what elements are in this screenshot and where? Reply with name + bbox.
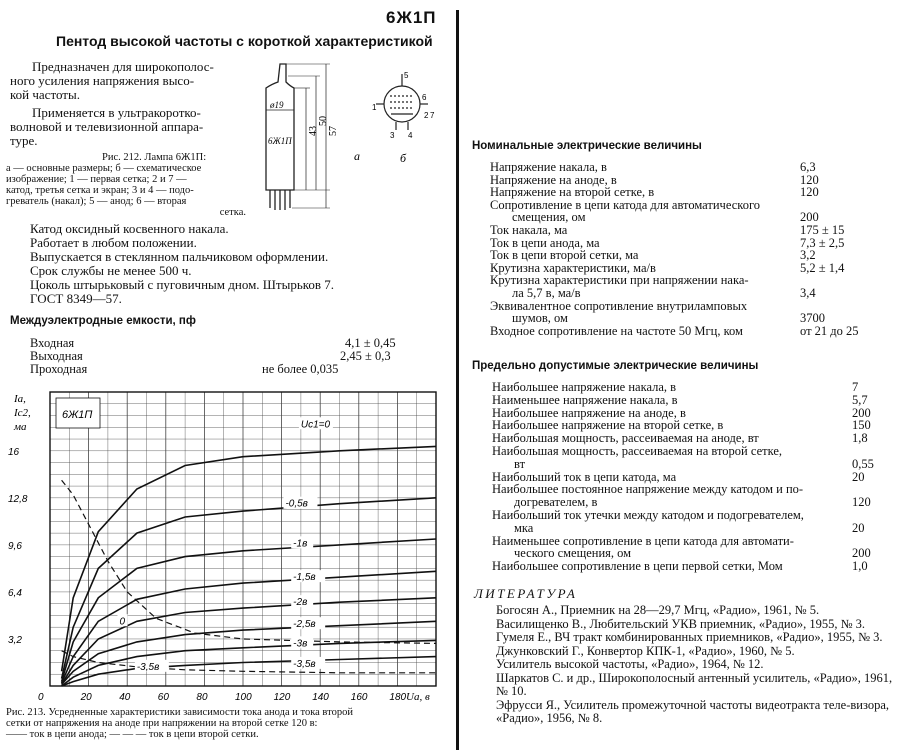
feature-line: Работает в любом положении.: [30, 235, 197, 250]
nominal-label: Напряжение накала, в: [490, 160, 607, 174]
limits-value: 20: [852, 520, 865, 535]
limits-label: догревателем, в: [514, 495, 598, 510]
cap-label: Выходная: [30, 349, 83, 363]
x-tick-label: 120: [273, 692, 291, 703]
nominal-value: 3700: [800, 311, 825, 326]
series-label: 0: [119, 616, 126, 628]
cap-value: не более 0,035: [262, 362, 339, 376]
x-tick-label: 80: [196, 692, 208, 703]
limits-value: 0,55: [852, 456, 874, 471]
limits-value: 150: [852, 418, 871, 433]
dim-57-label: 57: [328, 126, 339, 136]
dim-43-label: 43: [308, 126, 319, 136]
limits-label: мка: [514, 520, 534, 535]
nominal-value: 5,2 ± 1,4: [800, 260, 845, 275]
nominal-value: 175 ± 15: [800, 223, 845, 237]
literature-list: [474, 604, 904, 726]
x-tick-label: 100: [235, 692, 252, 703]
limits-label: Наибольшая мощность, рассеиваемая на второй сетке,: [492, 444, 783, 458]
intro-text: [10, 60, 255, 148]
cap-label: Проходная: [30, 362, 88, 376]
nominal-label: Ток накала, ма: [490, 223, 568, 237]
limits-label: Наибольшее сопротивление в цепи первой сетки, Мом: [492, 559, 783, 574]
limits-label: Наибольшее напряжение на аноде, в: [492, 405, 686, 420]
series-label: -1,5в: [293, 572, 316, 584]
characteristic-chart: [4, 386, 450, 708]
drawing-label-a: а: [354, 149, 360, 163]
intro-line: кой частоты.: [10, 87, 80, 102]
limits-value: 7: [852, 380, 859, 394]
column-divider: [456, 10, 459, 750]
limits-label: Наибольшая мощность, рассеиваемая на аноде, вт: [492, 431, 759, 446]
pin-1: 1: [372, 103, 377, 112]
limits-label: вт: [514, 456, 526, 471]
tube-drawing: [250, 58, 450, 218]
pin-5: 5: [404, 71, 409, 80]
series-label: -3в: [293, 638, 308, 650]
fig213-line: сетки от напряжения на аноде при напряжении на второй сетке 120 в:: [6, 718, 318, 729]
limits-label: Наибольший ток утечки между катодом и подогревателем,: [492, 508, 804, 522]
y-tick-label: 3,2: [8, 634, 22, 646]
intro-line: Применяется в ультракоротко-: [32, 105, 201, 120]
nominal-value: 120: [800, 185, 819, 200]
features-list: [30, 222, 334, 306]
intro-line: туре.: [10, 133, 38, 148]
x-tick-label: 160: [350, 692, 368, 703]
literature-entry: Усилитель высокой частоты, «Радио», 1964, № 12.: [496, 657, 764, 671]
fig212-line: греватель (накал); 5 — анод; 6 — вторая: [6, 196, 187, 207]
fig212-caption: [6, 152, 246, 218]
capacitance-table: [30, 336, 450, 378]
feature-line: ГОСТ 8349—57.: [30, 291, 122, 306]
intro-line: ного усиления напряжения высо-: [10, 73, 195, 88]
nominal-label: Крутизна характеристики, ма/в: [490, 260, 656, 275]
limits-value: 5,7: [852, 392, 868, 407]
limits-value: 1,0: [852, 559, 868, 574]
anode-curve: [62, 446, 436, 671]
y-tick-label: 9,6: [8, 540, 22, 552]
nominal-value: от 21 до 25: [800, 323, 859, 338]
capacitance-heading: Междуэлектродные емкости, пф: [10, 315, 196, 327]
fig213-line: Рис. 213. Усредненные характеристики зависимости тока анода и тока второй: [6, 707, 353, 718]
literature-entry: Шаркатов С. и др., Широкополосный антенный усилитель, «Радио», 1961, № 10.: [496, 670, 893, 698]
intro-line: Предназначен для широкополос-: [32, 59, 214, 74]
series-label: -2в: [293, 597, 308, 609]
feature-line: Выпускается в стеклянном пальчиковом оформлении.: [30, 249, 329, 264]
drawing-label-b: б: [400, 151, 407, 165]
nominal-label: Эквивалентное сопротивление внутриламповых: [490, 298, 748, 313]
series-label: -2,5в: [293, 619, 316, 631]
fig213-line: —— ток в цепи анода; — — — ток в цепи второй сетки.: [6, 729, 259, 740]
series-label: Uc1=0: [300, 419, 331, 431]
pin-7: 7: [430, 111, 435, 120]
cap-value: 4,1 ± 0,45: [345, 336, 396, 350]
literature-entry: Богосян А., Приемник на 28—29,7 Мгц, «Радио», 1961, № 5.: [496, 603, 820, 617]
nominal-value: 120: [800, 172, 819, 187]
x-tick-label: 60: [157, 692, 169, 703]
anode-curve: [62, 498, 436, 679]
limits-label: Наибольшее напряжение на второй сетке, в: [492, 418, 724, 433]
limits-value: 1,8: [852, 431, 868, 446]
nominal-heading: Номинальные электрические величины: [472, 140, 702, 152]
series-label: -3,5в: [136, 661, 160, 673]
tube-id: 6Ж1П: [386, 8, 437, 27]
fig212-line: а — основные размеры; б — схематическое: [6, 163, 202, 174]
cap-value: 2,45 ± 0,3: [340, 349, 391, 363]
series-label: -1в: [293, 538, 308, 550]
nominal-label: Ток в цепи второй сетки, ма: [490, 248, 639, 263]
feature-line: Срок службы не менее 500 ч.: [30, 263, 192, 278]
feature-line: Катод оксидный косвенного накала.: [30, 221, 229, 236]
literature-heading: ЛИТЕРАТУРА: [474, 586, 578, 601]
intro-line: волновой и телевизионной аппара-: [10, 119, 204, 134]
nominal-label: ла 5,7 в, ма/в: [512, 286, 581, 300]
limits-label: Наибольшее постоянное напряжение между катодом и по-: [492, 482, 804, 497]
limits-value: 20: [852, 469, 865, 484]
nominal-label: Напряжение на второй сетке, в: [490, 185, 655, 200]
feature-line: Цоколь штырьковый с пуговичным дном. Штырьков 7.: [30, 277, 335, 292]
limits-row: [492, 559, 902, 573]
fig213-caption: [6, 707, 451, 740]
x-tick-label: 0: [38, 692, 44, 703]
fig212-line: изображение; 1 — первая сетка; 2 и 7 —: [6, 174, 187, 185]
limits-table: [492, 380, 902, 580]
nominal-label: Крутизна характеристики при напряжении нака-: [490, 273, 749, 288]
y-tick-label: 12,8: [8, 493, 28, 505]
fig212-line: катод, третья сетка и экран; 3 и 4 — подо-: [6, 185, 194, 196]
pin-6: 6: [422, 93, 427, 102]
x-tick-label: 20: [80, 692, 92, 703]
chart-tube-label: 6Ж1П: [62, 409, 93, 421]
y-axis-label: ма: [14, 421, 27, 433]
dim-19-label: ø19: [270, 100, 284, 110]
limits-value: 200: [852, 405, 871, 420]
nominal-label: Напряжение на аноде, в: [490, 172, 617, 187]
limits-value: 120: [852, 495, 871, 510]
x-tick-label: 180: [389, 692, 407, 703]
nominal-label: шумов, ом: [512, 311, 568, 326]
limits-label: ческого смещения, ом: [514, 546, 632, 561]
nominal-value: 7,3 ± 2,5: [800, 235, 845, 250]
x-tick-label: 40: [119, 692, 131, 703]
y-axis-label: Ic2,: [14, 407, 31, 419]
nominal-label: Входное сопротивление на частоте 50 Мгц, ком: [490, 323, 743, 338]
nominal-value: 3,4: [800, 286, 816, 300]
fig212-line: сетка.: [219, 207, 246, 218]
x-axis-label: Ua, в: [406, 691, 430, 703]
limits-heading: Предельно допустимые электрические величины: [472, 360, 759, 372]
cap-label: Входная: [30, 336, 75, 350]
series-label: -0,5в: [285, 498, 308, 510]
nominal-value: 6,3: [800, 160, 816, 174]
literature-entry: Гумеля Е., ВЧ тракт комбинированных приемников, «Радио», 1955, № 3.: [496, 630, 883, 644]
drawing-tube-label: 6Ж1П: [268, 136, 292, 146]
nominal-value: 3,2: [800, 248, 816, 263]
nominal-label: Сопротивление в цепи катода для автоматического: [490, 197, 761, 212]
nominal-label: Ток в цепи анода, ма: [490, 235, 600, 250]
series-label: -3,5в: [293, 658, 316, 670]
fig212-line: Рис. 212. Лампа 6Ж1П:: [102, 152, 207, 163]
y-tick-label: 6,4: [8, 587, 22, 599]
limits-label: Наибольшее напряжение накала, в: [492, 380, 677, 394]
limits-value: 200: [852, 546, 871, 561]
pin-4: 4: [408, 131, 413, 140]
literature-entry: Василищенко В., Любительский УКВ приемник, «Радио», 1955, № 3.: [496, 616, 866, 631]
limits-label: Наибольший ток в цепи катода, ма: [492, 469, 677, 484]
nominal-label: смещения, ом: [512, 210, 586, 225]
y-tick-label: 16: [8, 446, 20, 458]
nominal-value: 200: [800, 210, 819, 225]
limits-label: Наименьшее сопротивление в цепи катода для автомати-: [492, 533, 794, 548]
y-axis-label: Ia,: [14, 393, 26, 405]
page-title: Пентод высокой частоты с короткой характеристикой: [56, 33, 433, 49]
literature-entry: Джунковский Г., Конвертор КПК-1, «Радио», 1960, № 5.: [496, 643, 795, 658]
nominal-table: [490, 160, 900, 350]
literature-entry: Эфрусси Я., Усилитель промежуточной частоты видеотракта теле-визора, «Радио», 1956, № 8.: [496, 697, 889, 725]
x-tick-label: 140: [312, 692, 329, 703]
dim-50-label: 50: [318, 116, 329, 126]
limits-label: Наименьшее напряжение накала, в: [492, 392, 678, 407]
nominal-row: [490, 324, 900, 338]
pin-3: 3: [390, 131, 395, 140]
pin-2: 2: [424, 111, 429, 120]
